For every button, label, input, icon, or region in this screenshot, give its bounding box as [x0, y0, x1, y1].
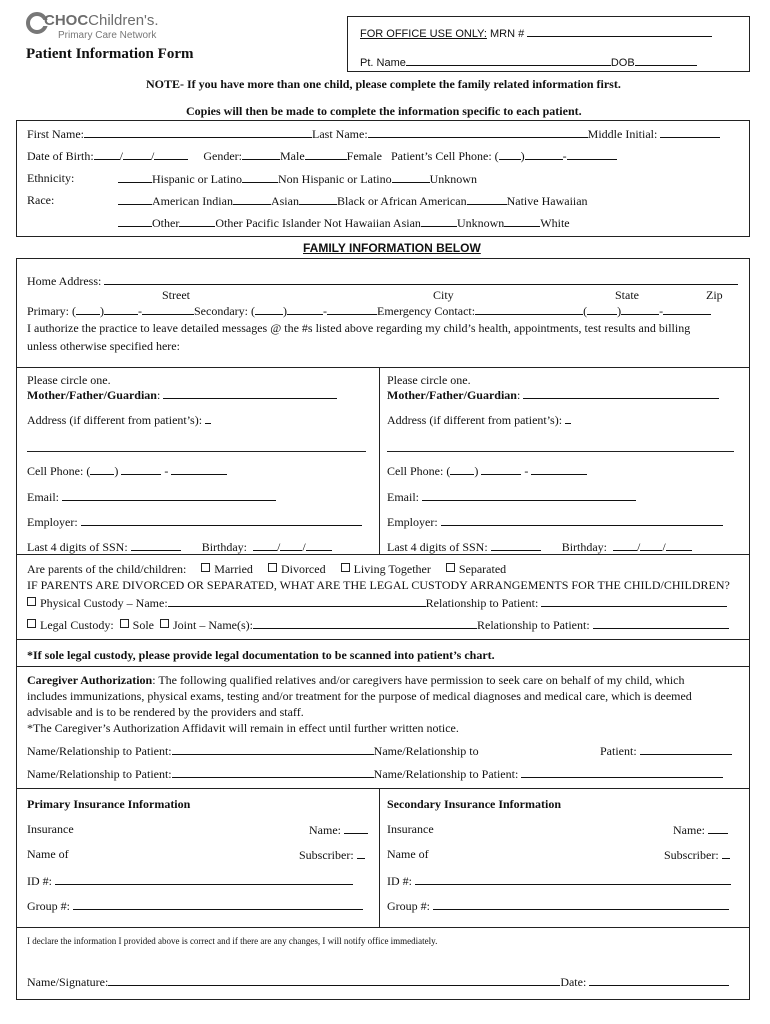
native-hawaiian-label: Native Hawaiian [506, 194, 588, 208]
ethnicity-unknown-label: Unknown [429, 172, 477, 186]
caregiver-patient-label: Patient: [600, 744, 637, 758]
hispanic-field[interactable] [118, 171, 152, 183]
race-unknown-label: Unknown [456, 216, 505, 230]
caregiver-line-4: *The Caregiver’s Authorization Affidavit will remain in effect until further written notice. [27, 721, 459, 735]
primary-subscriber-field[interactable] [357, 847, 365, 859]
secondary-id-label: ID #: [387, 874, 412, 888]
emergency-contact-label: Emergency Contact: [376, 304, 476, 318]
birthday-right-m[interactable] [613, 539, 637, 551]
living-together-label: Living Together [353, 562, 431, 576]
signature-label: Name/Signature: [27, 975, 109, 989]
living-together-checkbox[interactable] [341, 563, 350, 572]
other-label: Other [152, 216, 180, 230]
dob-day-field[interactable] [123, 148, 151, 160]
dash: - [164, 464, 169, 478]
mrn-label: MRN # [490, 28, 525, 40]
dash: - [322, 304, 327, 318]
employer-right-label: Employer: [387, 515, 438, 529]
custody-question-row [27, 562, 506, 576]
divider [17, 666, 749, 667]
primary-id-row [27, 873, 353, 888]
dob-month-field[interactable] [94, 148, 120, 160]
native-hawaiian-field[interactable] [467, 193, 507, 205]
physical-relationship-field[interactable] [541, 595, 727, 607]
legal-custody-checkbox[interactable] [27, 619, 36, 628]
secondary-insurance-label: Insurance [387, 822, 434, 836]
email-right-row [387, 489, 636, 504]
dob-row [27, 148, 617, 163]
primary-phone-label: Primary: ( [27, 304, 76, 318]
last-name-label: Last Name: [312, 127, 368, 141]
paren: ) [520, 149, 525, 163]
email-right-field[interactable] [422, 489, 636, 501]
last-name-field[interactable] [368, 126, 588, 138]
logo-brand: CHOC [44, 12, 89, 29]
birthday-left-d[interactable] [280, 539, 302, 551]
form-title: Patient Information Form [26, 46, 194, 62]
legal-custody-row [27, 617, 729, 632]
primary-prefix-field[interactable] [104, 303, 138, 315]
cell-left-line-field[interactable] [171, 463, 227, 475]
secondary-insurance-name-label: Name: [673, 823, 705, 837]
caregiver-name-rel-3-label: Name/Relationship to Patient: [373, 767, 519, 781]
employer-right-field[interactable] [441, 514, 723, 526]
married-label: Married [214, 562, 253, 576]
american-indian-field[interactable] [118, 193, 152, 205]
guardian-left-row: Mother/Father/Guardian: [27, 387, 337, 402]
secondary-area-field[interactable] [255, 303, 283, 315]
white-label: White [540, 216, 570, 230]
secondary-insurance-name-field[interactable] [708, 822, 728, 834]
separated-label: Separated [458, 562, 507, 576]
primary-group-row [27, 898, 363, 913]
signature-field[interactable] [108, 974, 560, 986]
joint-checkbox[interactable] [160, 619, 169, 628]
emergency-area-field[interactable] [587, 303, 617, 315]
caregiver-title: Caregiver Authorization [27, 673, 153, 687]
physical-relationship-label: Relationship to Patient: [425, 596, 539, 610]
declaration-text: I declare the information I provided above is correct and if there are any changes, I will notify office immediately. [27, 936, 438, 946]
primary-subscriber-label: Subscriber: [299, 848, 354, 862]
dob-label: Date of Birth: [27, 149, 94, 163]
caregiver-line-2: includes immunizations, physical exams, testing and/or treatment for the purpose of medical diagnoses and medical care, which is deemed [27, 689, 692, 703]
ssn-right-field[interactable] [491, 539, 541, 551]
caregiver-text-1: : The following qualified relatives and/or caregivers have permission to seek care on behalf of my child, which [152, 673, 685, 687]
cell-left-prefix-field[interactable] [121, 463, 161, 475]
home-address-row [27, 273, 738, 288]
email-left-field[interactable] [62, 489, 276, 501]
employer-right-row [387, 514, 723, 529]
guardian-column-divider [379, 367, 380, 554]
white-field[interactable] [504, 215, 540, 227]
physical-custody-label: Physical Custody – Name: [40, 596, 168, 610]
birthday-left-label: Birthday: [201, 540, 248, 554]
physical-custody-row [27, 595, 727, 610]
secondary-insurance-name-row [673, 822, 728, 837]
secondary-id-row [387, 873, 731, 888]
emergency-line-field[interactable] [663, 303, 711, 315]
home-address-field[interactable] [104, 273, 738, 285]
guardian-right-name-field[interactable] [523, 387, 719, 399]
cell-left-row [27, 463, 227, 478]
dash: - [659, 304, 664, 318]
caregiver-line-1 [27, 673, 685, 687]
race-label: Race: [27, 193, 55, 207]
cell-right-row [387, 463, 587, 478]
caregiver-name-rel-b-label: Name/Relationship to [373, 744, 479, 758]
divorced-checkbox[interactable] [268, 563, 277, 572]
secondary-prefix-field[interactable] [287, 303, 323, 315]
primary-group-label: Group #: [27, 899, 70, 913]
divider [17, 788, 749, 789]
race-options-1 [118, 193, 588, 208]
birthday-right-y[interactable] [666, 539, 692, 551]
dash: - [562, 149, 567, 163]
caregiver-3-field[interactable] [172, 766, 374, 778]
caregiver-2-field[interactable] [640, 743, 732, 755]
paren: ) [100, 304, 104, 318]
emergency-name-field[interactable] [475, 303, 583, 315]
divider [17, 927, 749, 928]
home-address-label: Home Address: [27, 274, 102, 288]
secondary-phone-label: Secondary: ( [194, 304, 255, 318]
race-options-2 [118, 215, 570, 230]
legal-relationship-field[interactable] [593, 617, 729, 629]
primary-insurance-title: Primary Insurance Information [27, 797, 191, 811]
caregiver-name-rel-label: Name/Relationship to Patient: [27, 744, 172, 758]
sole-checkbox[interactable] [120, 619, 129, 628]
legal-relationship-label: Relationship to Patient: [477, 618, 590, 632]
black-label: Black or African American [336, 194, 467, 208]
office-use-label: FOR OFFICE USE ONLY: [360, 28, 487, 40]
authorize-text: I authorize the practice to leave detailed messages @ the #s listed above regarding my child’s health, appointments, test results and billing [27, 321, 691, 335]
dob-year-field[interactable] [154, 148, 188, 160]
insurance-column-divider [379, 788, 380, 927]
custody-question: Are parents of the child/children: [27, 562, 187, 576]
american-indian-label: American Indian [152, 194, 233, 208]
caregiver-4-field[interactable] [521, 766, 723, 778]
cell-right-label: Cell Phone: ( [387, 464, 451, 478]
caregiver-row-1 [27, 743, 479, 758]
caregiver-patient-row [600, 743, 732, 758]
male-label: Male [280, 149, 305, 163]
birthday-right-label: Birthday: [561, 540, 608, 554]
email-left-row [27, 489, 276, 504]
ethnicity-label: Ethnicity: [27, 171, 75, 185]
hispanic-label: Hispanic or Latino [152, 172, 242, 186]
dash: - [138, 304, 142, 318]
address-left-field[interactable] [205, 412, 211, 424]
paren: ) [114, 464, 119, 478]
primary-subscriber-row [299, 847, 365, 862]
pt-name-label: Pt. Name [360, 57, 406, 69]
primary-line-field[interactable] [142, 303, 194, 315]
employer-left-row [27, 514, 362, 529]
caregiver-row-2 [27, 766, 723, 781]
state-caption: State [615, 288, 639, 302]
secondary-subscriber-field[interactable] [722, 847, 730, 859]
custody-divorced-question: IF PARENTS ARE DIVORCED OR SEPARATED, WHAT ARE THE LEGAL CUSTODY ARRANGEMENTS FOR THE CHILD/CHILDREN? [27, 578, 730, 592]
logo-text [44, 12, 159, 29]
pacific-label: Other Pacific Islander Not Hawaiian Asian [215, 216, 421, 230]
cell-prefix-field[interactable] [525, 148, 563, 160]
note-2: Copies will then be made to complete the information specific to each patient. [186, 104, 582, 118]
birthday-left-m[interactable] [253, 539, 277, 551]
family-heading: FAMILY INFORMATION BELOW [303, 241, 481, 255]
dob-separator: / [151, 149, 155, 163]
secondary-group-row [387, 898, 729, 913]
paren: ) [474, 464, 479, 478]
asian-label: Asian [270, 194, 299, 208]
primary-area-field[interactable] [76, 303, 100, 315]
primary-insurance-name-row [309, 822, 368, 837]
middle-initial-field[interactable] [660, 126, 720, 138]
race-unknown-field[interactable] [421, 215, 457, 227]
email-left-label: Email: [27, 490, 59, 504]
caregiver-1-field[interactable] [172, 743, 374, 755]
ethnicity-unknown-field[interactable] [392, 171, 430, 183]
address-left-label: Address (if different from patient’s): [27, 413, 203, 427]
address-left-row [27, 412, 211, 427]
ssn-right-row: Last 4 digits of SSN: Birthday: / / [387, 539, 692, 554]
signature-row [27, 974, 729, 989]
dob-separator: / [119, 149, 123, 163]
zip-caption: Zip [706, 288, 723, 302]
address-right-row [387, 412, 571, 427]
circle-one-left: Please circle one. [27, 373, 111, 387]
cell-left-area-field[interactable] [90, 463, 114, 475]
paren: ) [282, 304, 287, 318]
cell-right-area-field[interactable] [450, 463, 474, 475]
dob-label: DOB [610, 57, 635, 69]
primary-id-label: ID #: [27, 874, 52, 888]
joint-names-field[interactable] [253, 617, 477, 629]
address-right-field[interactable] [565, 412, 571, 424]
caregiver-line-3: advisable and is to be rendered by the providers and staff. [27, 705, 304, 719]
cell-phone-label: Patient’s Cell Phone: ( [390, 149, 499, 163]
ssn-left-field[interactable] [131, 539, 181, 551]
primary-insurance-label: Insurance [27, 822, 74, 836]
secondary-group-field[interactable] [433, 898, 729, 910]
primary-insurance-name-label: Name: [309, 823, 341, 837]
employer-left-label: Employer: [27, 515, 78, 529]
divorced-label: Divorced [280, 562, 326, 576]
sole-custody-note: *If sole legal custody, please provide legal documentation to be scanned into patient’s chart. [27, 648, 495, 662]
birthday-left-y[interactable] [306, 539, 332, 551]
address-right-line[interactable] [387, 451, 734, 452]
primary-name-of-label: Name of [27, 847, 69, 861]
address-right-label: Address (if different from patient’s): [387, 413, 563, 427]
pt-name-row [360, 54, 697, 70]
male-field[interactable] [242, 148, 280, 160]
date-label: Date: [560, 975, 587, 989]
logo-subtitle: Primary Care Network [58, 30, 157, 41]
primary-id-field[interactable] [55, 873, 353, 885]
secondary-name-of-label: Name of [387, 847, 429, 861]
black-field[interactable] [299, 193, 337, 205]
address-left-line[interactable] [27, 451, 366, 452]
gender-label: Gender: [203, 149, 242, 163]
birthday-right-d[interactable] [640, 539, 662, 551]
sole-label: Sole [132, 618, 155, 632]
first-name-label: First Name: [27, 127, 84, 141]
cell-left-label: Cell Phone: ( [27, 464, 91, 478]
cell-area-field[interactable] [499, 148, 521, 160]
primary-group-field[interactable] [73, 898, 363, 910]
office-use-row [360, 25, 712, 41]
guardian-right-row: Mother/Father/Guardian: [387, 387, 719, 402]
emergency-prefix-field[interactable] [621, 303, 659, 315]
secondary-group-label: Group #: [387, 899, 430, 913]
pacific-field[interactable] [179, 215, 215, 227]
divider [17, 554, 749, 555]
ethnicity-options [118, 171, 477, 186]
guardian-left-name-field[interactable] [163, 387, 337, 399]
physical-custody-name-field[interactable] [168, 595, 426, 607]
name-row [27, 126, 720, 141]
dash: - [524, 464, 529, 478]
secondary-id-field[interactable] [415, 873, 731, 885]
ssn-left-label: Last 4 digits of SSN: [27, 540, 128, 554]
logo-name: Children's. [88, 12, 159, 29]
non-hispanic-label: Non Hispanic or Latino [277, 172, 392, 186]
mrn-field[interactable] [527, 25, 712, 37]
divider [17, 367, 749, 368]
note-1: NOTE- If you have more than one child, please complete the family related information first. [146, 77, 621, 91]
employer-left-field[interactable] [81, 514, 362, 526]
street-caption: Street [162, 288, 190, 302]
circle-one-right: Please circle one. [387, 373, 471, 387]
phones-row: Primary: ( ) - Secondary: ( ) - Emergency Contact: ( ) - [27, 303, 711, 318]
city-caption: City [433, 288, 454, 302]
ssn-left-row: Last 4 digits of SSN: Birthday: / / [27, 539, 332, 554]
primary-insurance-name-field[interactable] [344, 822, 368, 834]
secondary-line-field[interactable] [327, 303, 377, 315]
secondary-insurance-title: Secondary Insurance Information [387, 797, 562, 811]
secondary-subscriber-row [664, 847, 730, 862]
asian-field[interactable] [233, 193, 271, 205]
office-dob-field[interactable] [635, 54, 697, 66]
guardian-left-label: Mother/Father/Guardian [27, 388, 157, 402]
separated-checkbox[interactable] [446, 563, 455, 572]
pt-name-field[interactable] [406, 54, 611, 66]
middle-initial-label: Middle Initial: [587, 127, 658, 141]
non-hispanic-field[interactable] [242, 171, 278, 183]
caregiver-name-rel-2-label: Name/Relationship to Patient: [27, 767, 172, 781]
female-label: Female [346, 149, 382, 163]
married-checkbox[interactable] [201, 563, 210, 572]
secondary-subscriber-label: Subscriber: [664, 848, 719, 862]
ssn-right-label: Last 4 digits of SSN: [387, 540, 488, 554]
physical-custody-checkbox[interactable] [27, 597, 36, 606]
legal-custody-label: Legal Custody: [40, 618, 114, 632]
email-right-label: Email: [387, 490, 419, 504]
first-name-field[interactable] [84, 126, 312, 138]
female-field[interactable] [305, 148, 347, 160]
divider [17, 639, 749, 640]
date-field[interactable] [589, 974, 729, 986]
cell-right-prefix-field[interactable] [481, 463, 521, 475]
cell-line-field[interactable] [567, 148, 617, 160]
other-field[interactable] [118, 215, 152, 227]
cell-right-line-field[interactable] [531, 463, 587, 475]
guardian-right-label: Mother/Father/Guardian [387, 388, 517, 402]
authorize-text-2: unless otherwise specified here: [27, 339, 180, 353]
joint-label: Joint – Name(s): [173, 618, 254, 632]
